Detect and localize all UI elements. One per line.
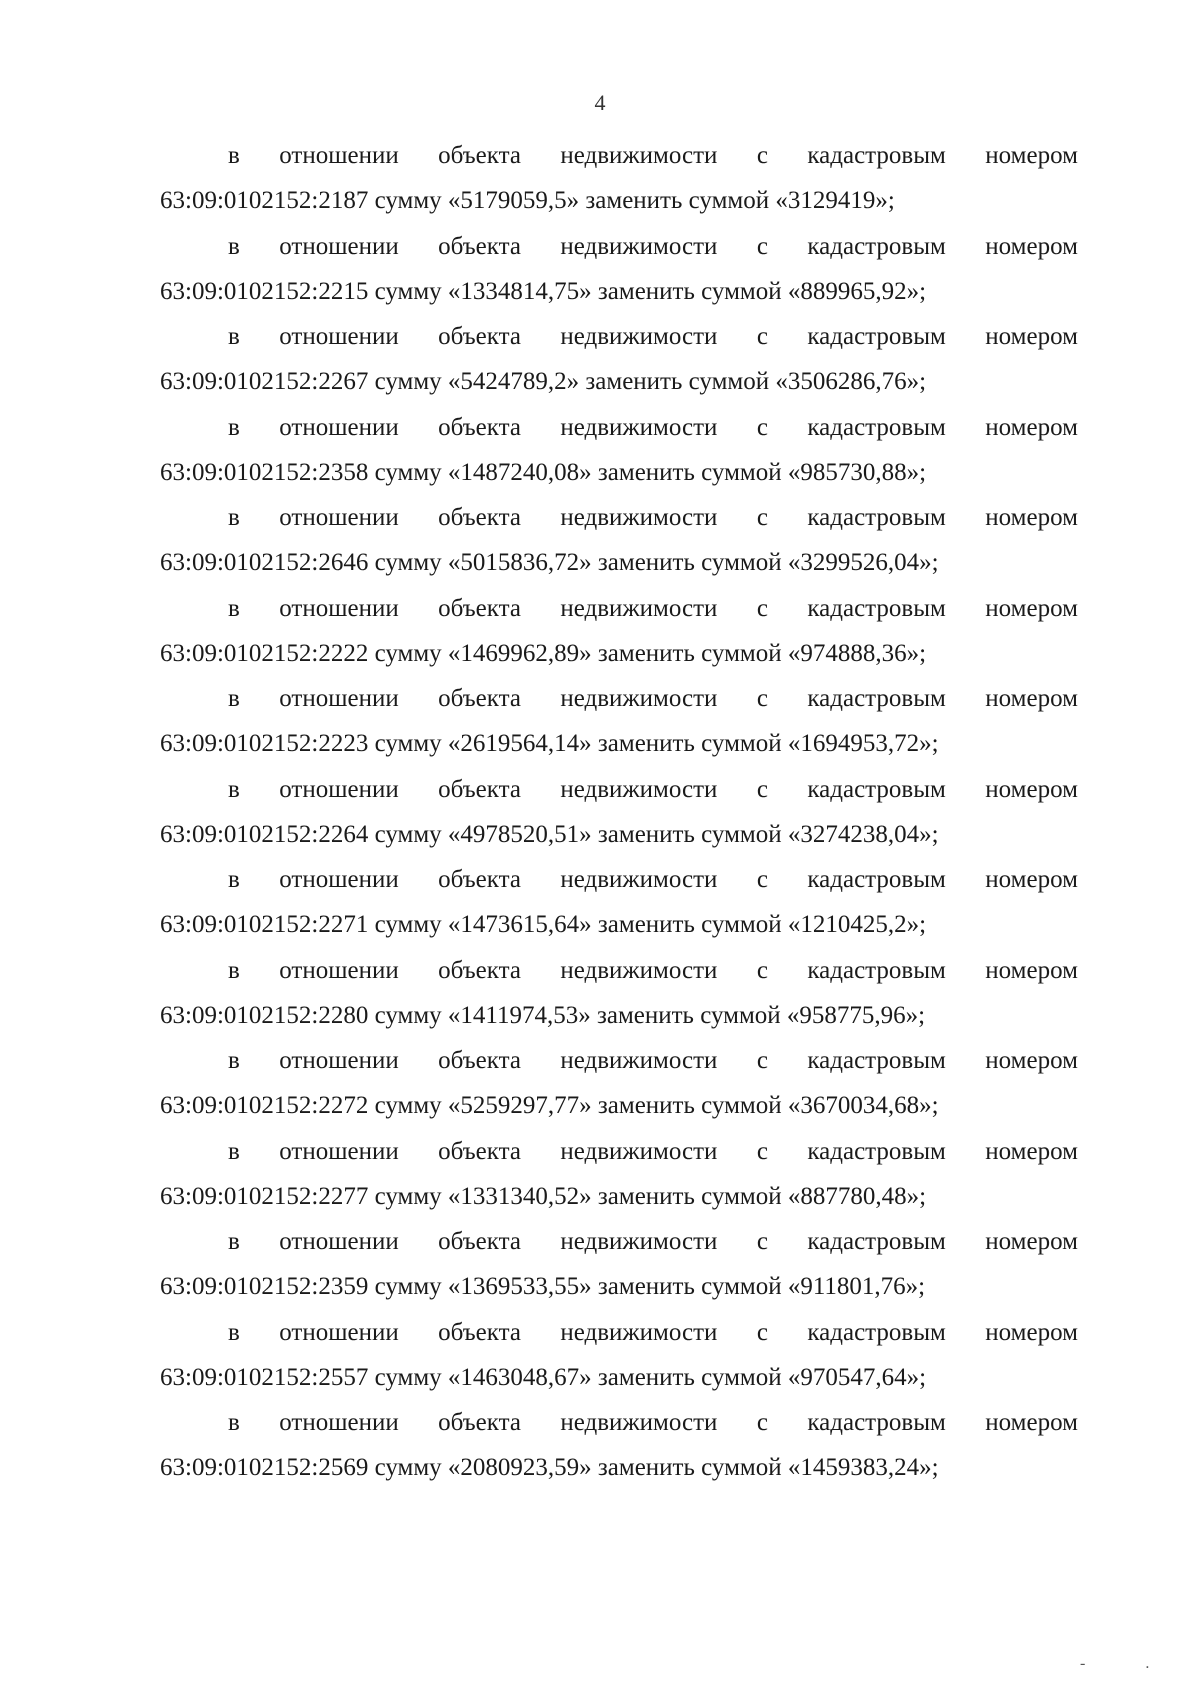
amendment-detail-line: 63:09:0102152:2222 сумму «1469962,89» заменить суммой «974888,36»; (160, 639, 927, 667)
amendment-detail-line: 63:09:0102152:2277 сумму «1331340,52» заменить суммой «887780,48»; (160, 1182, 927, 1210)
intro-word: недвижимости (560, 504, 718, 531)
amendment-intro-line (160, 224, 1078, 269)
intro-word: в (228, 142, 240, 169)
amendment-item (160, 405, 1078, 496)
intro-word: объекта (438, 775, 521, 803)
amendment-intro-line (160, 948, 1078, 993)
intro-word: недвижимости (560, 866, 718, 893)
intro-word: объекта (438, 1409, 521, 1436)
intro-word: объекта (438, 1047, 521, 1074)
amendment-detail-line: 63:09:0102152:2215 сумму «1334814,75» заменить суммой «889965,92»; (160, 277, 927, 305)
intro-word: недвижимости (560, 232, 718, 260)
intro-word: с (756, 685, 768, 712)
amendment-intro-line (160, 405, 1078, 450)
intro-word: отношении (279, 956, 399, 984)
intro-word: объекта (438, 413, 521, 441)
amendment-item (160, 314, 1078, 405)
intro-word: недвижимости (560, 323, 718, 350)
intro-word: в (228, 1047, 240, 1074)
intro-word: номером (985, 956, 1078, 984)
intro-word: с (756, 866, 768, 893)
intro-word: отношении (279, 1047, 399, 1074)
intro-word: отношении (279, 775, 399, 803)
intro-word: недвижимости (560, 142, 718, 169)
intro-word: с (756, 594, 768, 622)
intro-word: объекта (438, 1137, 521, 1165)
amendment-item (160, 495, 1078, 586)
intro-word: с (756, 775, 768, 803)
amendment-item (160, 1310, 1078, 1401)
intro-word: с (756, 1228, 768, 1255)
intro-word: номером (985, 504, 1078, 531)
intro-word: в (228, 685, 240, 712)
amendment-detail-line: 63:09:0102152:2267 сумму «5424789,2» заменить суммой «3506286,76»; (160, 368, 927, 395)
intro-word: отношении (279, 1318, 399, 1346)
intro-word: номером (985, 1137, 1078, 1165)
amendment-item (160, 1219, 1078, 1310)
intro-word: с (756, 1409, 768, 1436)
amendment-intro-line (160, 1400, 1078, 1445)
intro-word: объекта (438, 142, 521, 169)
intro-word: номером (985, 685, 1078, 712)
amendment-item (160, 948, 1078, 1039)
amendment-detail-line: 63:09:0102152:2359 сумму «1369533,55» заменить суммой «911801,76»; (160, 1273, 926, 1300)
intro-word: в (228, 1409, 240, 1436)
intro-word: в (228, 1318, 240, 1346)
intro-word: кадастровым (807, 775, 946, 803)
intro-word: с (756, 142, 768, 169)
intro-word: с (756, 956, 768, 984)
intro-word: объекта (438, 323, 521, 350)
amendment-intro-line (160, 133, 1078, 178)
intro-word: кадастровым (807, 594, 946, 622)
intro-word: отношении (279, 504, 399, 531)
intro-word: кадастровым (807, 956, 946, 984)
amendment-item (160, 586, 1078, 677)
intro-word: номером (985, 1318, 1078, 1346)
intro-word: объекта (438, 504, 521, 531)
intro-word: отношении (279, 594, 399, 622)
amendment-intro-line (160, 1129, 1078, 1174)
intro-word: отношении (279, 142, 399, 169)
amendment-detail-line: 63:09:0102152:2223 сумму «2619564,14» заменить суммой «1694953,72»; (160, 730, 939, 757)
intro-word: в (228, 775, 240, 803)
amendment-intro-line (160, 1219, 1078, 1264)
page-number: 4 (594, 90, 606, 115)
amendment-item (160, 857, 1078, 948)
intro-word: отношении (279, 866, 399, 893)
intro-word: кадастровым (807, 504, 946, 531)
intro-word: отношении (279, 1137, 399, 1165)
intro-word: номером (985, 594, 1078, 622)
amendment-item (160, 224, 1078, 315)
footer-marks: - . (1080, 1655, 1178, 1672)
amendment-intro-line (160, 586, 1078, 631)
intro-word: объекта (438, 866, 521, 893)
amendment-detail-line: 63:09:0102152:2358 сумму «1487240,08» заменить суммой «985730,88»; (160, 458, 927, 486)
intro-word: объекта (438, 1318, 521, 1346)
intro-word: кадастровым (807, 685, 946, 712)
amendment-item (160, 676, 1078, 767)
amendment-intro-line (160, 857, 1078, 902)
intro-word: недвижимости (560, 685, 718, 712)
intro-word: с (756, 1047, 768, 1074)
intro-word: с (756, 413, 768, 441)
intro-word: кадастровым (807, 142, 946, 169)
intro-word: кадастровым (807, 866, 946, 893)
intro-word: недвижимости (560, 1228, 718, 1255)
amendment-detail-line: 63:09:0102152:2569 сумму «2080923,59» заменить суммой «1459383,24»; (160, 1454, 939, 1481)
intro-word: номером (985, 1047, 1078, 1074)
intro-word: номером (985, 413, 1078, 441)
intro-word: в (228, 1137, 240, 1165)
amendment-detail-line: 63:09:0102152:2271 сумму «1473615,64» заменить суммой «1210425,2»; (160, 911, 927, 938)
intro-word: в (228, 323, 240, 350)
intro-word: в (228, 594, 240, 622)
intro-word: с (756, 323, 768, 350)
amendment-detail-line: 63:09:0102152:2557 сумму «1463048,67» заменить суммой «970547,64»; (160, 1363, 927, 1391)
amendment-detail-line: 63:09:0102152:2646 сумму «5015836,72» заменить суммой «3299526,04»; (160, 549, 939, 576)
intro-word: кадастровым (807, 413, 946, 441)
intro-word: кадастровым (807, 323, 946, 350)
intro-word: объекта (438, 956, 521, 984)
intro-word: в (228, 232, 240, 260)
intro-word: кадастровым (807, 1318, 946, 1346)
intro-word: номером (985, 323, 1078, 350)
intro-word: отношении (279, 685, 399, 712)
amendment-intro-line (160, 314, 1078, 359)
intro-word: с (756, 1318, 768, 1346)
intro-word: кадастровым (807, 1137, 946, 1165)
intro-word: объекта (438, 232, 521, 260)
intro-word: кадастровым (807, 232, 946, 260)
amendment-detail-line: 63:09:0102152:2272 сумму «5259297,77» заменить суммой «3670034,68»; (160, 1092, 939, 1119)
intro-word: номером (985, 1409, 1078, 1436)
amendment-item (160, 1400, 1078, 1491)
intro-word: в (228, 1228, 240, 1255)
amendment-intro-line (160, 1038, 1078, 1083)
intro-word: недвижимости (560, 775, 718, 803)
intro-word: номером (985, 866, 1078, 893)
amendment-item (160, 1038, 1078, 1129)
intro-word: в (228, 504, 240, 531)
intro-word: в (228, 956, 240, 984)
intro-word: недвижимости (560, 1047, 718, 1074)
amendment-intro-line (160, 767, 1078, 812)
intro-word: номером (985, 1228, 1078, 1255)
intro-word: объекта (438, 1228, 521, 1255)
intro-word: недвижимости (560, 594, 718, 622)
intro-word: недвижимости (560, 1137, 718, 1165)
intro-word: отношении (279, 1228, 399, 1255)
amendment-detail-line: 63:09:0102152:2280 сумму «1411974,53» заменить суммой «958775,96»; (160, 1001, 926, 1029)
intro-word: кадастровым (807, 1409, 946, 1436)
intro-word: номером (985, 142, 1078, 169)
intro-word: в (228, 413, 240, 441)
intro-word: кадастровым (807, 1047, 946, 1074)
amendment-list (160, 133, 1078, 1491)
amendment-intro-line (160, 676, 1078, 721)
amendment-detail-line: 63:09:0102152:2187 сумму «5179059,5» заменить суммой «3129419»; (160, 187, 895, 214)
intro-word: в (228, 866, 240, 893)
intro-word: отношении (279, 413, 399, 441)
amendment-item (160, 1129, 1078, 1220)
intro-word: недвижимости (560, 956, 718, 984)
intro-word: недвижимости (560, 413, 718, 441)
intro-word: номером (985, 232, 1078, 260)
intro-word: отношении (279, 1409, 399, 1436)
intro-word: объекта (438, 594, 521, 622)
intro-word: отношении (279, 232, 399, 260)
amendment-intro-line (160, 1310, 1078, 1355)
intro-word: недвижимости (560, 1318, 718, 1346)
amendment-intro-line (160, 495, 1078, 540)
intro-word: объекта (438, 685, 521, 712)
intro-word: кадастровым (807, 1228, 946, 1255)
amendment-item (160, 767, 1078, 858)
intro-word: с (756, 1137, 768, 1165)
intro-word: отношении (279, 323, 399, 350)
intro-word: с (756, 504, 768, 531)
amendment-item (160, 133, 1078, 224)
amendment-detail-line: 63:09:0102152:2264 сумму «4978520,51» заменить суммой «3274238,04»; (160, 820, 939, 848)
intro-word: недвижимости (560, 1409, 718, 1436)
intro-word: номером (985, 775, 1078, 803)
intro-word: с (756, 232, 768, 260)
